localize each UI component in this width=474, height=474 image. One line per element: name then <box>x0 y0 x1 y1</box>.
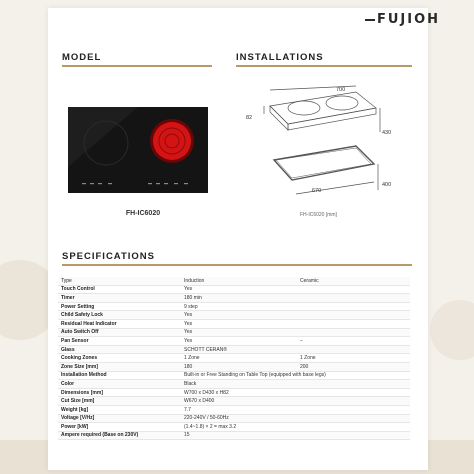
installation-diagram <box>246 82 396 210</box>
model-section-title: MODEL <box>62 52 102 63</box>
spec-label: Type <box>61 277 72 284</box>
spec-label: Pan Sensor <box>61 337 89 344</box>
spec-label: Voltage [V/Hz] <box>61 415 95 422</box>
spec-row <box>58 354 410 363</box>
spec-row <box>58 406 410 415</box>
spec-label: Ampere required (Base on 230V) <box>61 432 139 439</box>
spec-row <box>58 363 410 372</box>
spec-row <box>58 320 410 329</box>
spec-row <box>58 389 410 398</box>
spec-label: Touch Control <box>61 286 95 293</box>
specifications-section-title: SPECIFICATIONS <box>62 251 155 262</box>
spec-value-zone1: 180 min <box>184 294 202 301</box>
spec-label: Glass <box>61 346 75 353</box>
dim-width: 700 <box>336 87 346 93</box>
spec-row <box>58 380 410 389</box>
logo-dash-icon <box>365 19 375 21</box>
spec-label: Residual Heat Indicator <box>61 320 117 327</box>
spec-row <box>58 423 410 432</box>
dim-depth: 430 <box>382 130 392 136</box>
spec-label: Zone Size [mm] <box>61 363 98 370</box>
spec-row <box>58 286 410 295</box>
spec-label: Weight [kg] <box>61 406 89 413</box>
spec-value-zone2: 1 Zone <box>300 355 316 362</box>
spec-value: 15 <box>184 432 190 439</box>
spec-value: W670 x D400 <box>184 398 215 405</box>
spec-value: (1.4~1.8) × 2 = max 3.2 <box>184 423 237 430</box>
spec-row <box>58 415 410 424</box>
hob-image <box>68 107 208 193</box>
spec-value-zone1: 1 Zone <box>184 355 200 362</box>
spec-header-row <box>58 277 410 286</box>
spec-value-zone1: Yes <box>184 286 193 293</box>
spec-row <box>58 397 410 406</box>
spec-label: Power Setting <box>61 303 95 310</box>
spec-zone1: Induction <box>184 277 205 284</box>
spec-zone2: Ceramic <box>300 277 319 284</box>
spec-row <box>58 294 410 303</box>
spec-row <box>58 329 410 338</box>
logo-text: FUJIOH <box>376 12 440 27</box>
spec-label: Dimensions [mm] <box>61 389 103 396</box>
model-underline <box>62 65 212 67</box>
spec-label: Installation Method <box>61 372 107 379</box>
spec-row <box>58 303 410 312</box>
spec-value-zone1: 9 step <box>184 303 198 310</box>
hob-illustration <box>68 107 208 193</box>
specifications-underline <box>62 264 412 266</box>
spec-value-zone1: Yes <box>184 312 193 319</box>
spec-value: W700 x D430 x H82 <box>184 389 229 396</box>
spec-value-zone1: 180 <box>184 363 193 370</box>
spec-row <box>58 372 410 381</box>
spec-value-zone1: Yes <box>184 337 193 344</box>
spec-value-zone2: 200 <box>300 363 309 370</box>
spec-table <box>58 277 410 440</box>
installation-caption: FH-IC6020 [mm] <box>300 212 337 218</box>
spec-row <box>58 346 410 355</box>
dim-cutout-depth: 400 <box>382 182 392 188</box>
brand-logo <box>365 12 440 27</box>
spec-row <box>58 337 410 346</box>
dim-cutout-width: 670 <box>312 188 322 194</box>
model-name: FH-IC6020 <box>125 210 161 217</box>
spec-label: Child Safety Lock <box>61 312 103 319</box>
installations-section-title: INSTALLATIONS <box>236 52 324 63</box>
spec-value: Black <box>184 380 197 387</box>
spec-value: Built-in or Free Standing on Table Top (equipped with base legs) <box>184 372 326 379</box>
spec-value-zone1: SCHOTT CERAN® <box>184 346 228 353</box>
spec-row <box>58 432 410 441</box>
spec-label: Cooking Zones <box>61 355 98 362</box>
spec-label: Cut Size [mm] <box>61 398 95 405</box>
spec-label: Timer <box>61 294 75 301</box>
dim-height: 82 <box>246 115 253 121</box>
spec-value: 7.7 <box>184 406 191 413</box>
spec-value-zone1: Yes <box>184 329 193 336</box>
installations-underline <box>236 65 412 67</box>
spec-label: Auto Switch Off <box>61 329 99 336</box>
spec-label: Color <box>61 380 75 387</box>
spec-label: Power [kW] <box>61 423 89 430</box>
spec-value-zone2: – <box>300 337 303 344</box>
spec-value-zone1: Yes <box>184 320 193 327</box>
spec-value: 220-240V / 50-60Hz <box>184 415 229 422</box>
spec-row <box>58 311 410 320</box>
